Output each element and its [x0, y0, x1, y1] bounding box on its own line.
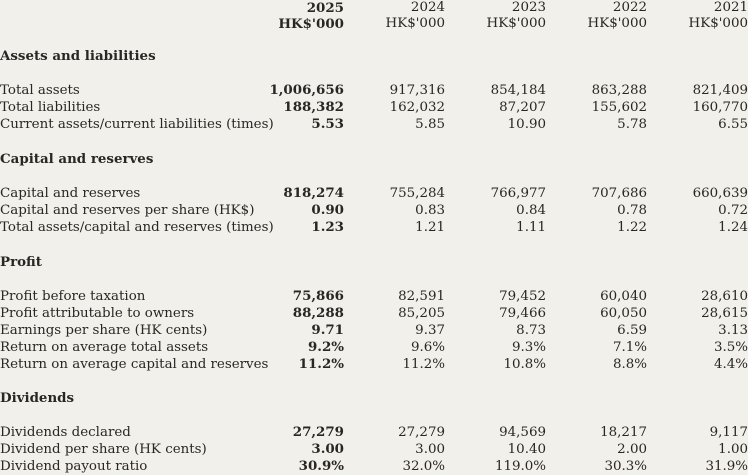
table-row — [0, 116, 748, 133]
section-title-assets-liabilities: Assets and liabilities — [0, 48, 156, 64]
value-cell-2021: 6.55 — [718, 117, 748, 132]
value-cell-2021: 660,639 — [692, 186, 748, 201]
section-title-dividends: Dividends — [0, 390, 75, 406]
value-cell-2024: 85,205 — [398, 306, 445, 321]
value-cell-2023: 10.8% — [503, 357, 546, 372]
row-label: Dividend per share (HK cents) — [0, 442, 207, 457]
value-cell-2023: 854,184 — [490, 83, 546, 98]
table-row — [0, 424, 748, 441]
value-cell-2022: 60,040 — [600, 289, 647, 304]
value-cell-2022: 60,050 — [600, 306, 647, 321]
table-row — [0, 202, 748, 219]
value-cell-2024: 32.0% — [402, 459, 445, 474]
value-cell-2023: 8.73 — [516, 323, 546, 338]
table-row — [0, 82, 748, 99]
value-cell-2024: 917,316 — [389, 83, 445, 98]
column-header-2025 — [278, 0, 344, 32]
column-unit: HK$'000 — [688, 16, 748, 31]
value-cell-2023: 9.3% — [511, 340, 546, 355]
value-cell-2024: 3.00 — [415, 442, 445, 457]
value-cell-2025: 1,006,656 — [269, 82, 344, 98]
column-header-2023 — [487, 0, 546, 32]
value-cell-2022: 2.00 — [617, 442, 647, 457]
row-label: Earnings per share (HK cents) — [0, 323, 208, 338]
row-label: Return on average capital and reserves — [0, 357, 269, 372]
value-cell-2025: 1.23 — [311, 219, 344, 235]
section-title-capital-reserves: Capital and reserves — [0, 151, 154, 167]
value-cell-2022: 6.59 — [617, 323, 647, 338]
column-unit: HK$'000 — [278, 16, 344, 32]
value-cell-2022: 155,602 — [591, 100, 647, 115]
value-cell-2021: 3.5% — [713, 340, 748, 355]
value-cell-2025: 188,382 — [283, 99, 344, 115]
row-label: Return on average total assets — [0, 340, 209, 355]
table-row — [0, 305, 748, 322]
value-cell-2025: 27,279 — [292, 424, 344, 440]
column-header-2022 — [588, 0, 647, 32]
row-label: Total liabilities — [0, 100, 101, 115]
value-cell-2021: 4.4% — [713, 357, 748, 372]
table-row — [0, 458, 748, 475]
row-label: Current assets/current liabilities (times) — [0, 117, 274, 132]
value-cell-2021: 1.00 — [718, 442, 748, 457]
table-row — [0, 339, 748, 356]
section-title-profit: Profit — [0, 254, 42, 270]
column-year: 2022 — [612, 0, 647, 15]
value-cell-2024: 5.85 — [415, 117, 445, 132]
value-cell-2024: 27,279 — [398, 425, 445, 440]
value-cell-2022: 1.22 — [617, 220, 647, 235]
value-cell-2024: 162,032 — [389, 100, 445, 115]
value-cell-2022: 18,217 — [600, 425, 647, 440]
value-cell-2025: 0.90 — [311, 202, 344, 218]
column-unit: HK$'000 — [385, 16, 445, 31]
column-unit: HK$'000 — [587, 16, 647, 31]
value-cell-2021: 9,117 — [709, 425, 748, 440]
value-cell-2025: 88,288 — [292, 305, 344, 321]
value-cell-2024: 9.6% — [410, 340, 445, 355]
value-cell-2024: 9.37 — [415, 323, 445, 338]
value-cell-2023: 10.40 — [507, 442, 546, 457]
value-cell-2024: 82,591 — [398, 289, 445, 304]
value-cell-2025: 5.53 — [311, 116, 344, 132]
row-label: Profit before taxation — [0, 289, 146, 304]
value-cell-2023: 766,977 — [490, 186, 546, 201]
column-header-2021 — [689, 0, 748, 32]
value-cell-2022: 7.1% — [612, 340, 647, 355]
table-row — [0, 441, 748, 458]
row-label: Total assets/capital and reserves (times) — [0, 220, 274, 235]
row-label: Capital and reserves per share (HK$) — [0, 203, 255, 218]
row-label: Dividends declared — [0, 425, 131, 440]
value-cell-2023: 87,207 — [499, 100, 546, 115]
value-cell-2022: 707,686 — [591, 186, 647, 201]
column-year: 2025 — [306, 0, 344, 16]
value-cell-2025: 11.2% — [298, 356, 344, 372]
column-header-2024 — [386, 0, 445, 32]
value-cell-2025: 9.71 — [311, 322, 344, 338]
table-row — [0, 356, 748, 373]
value-cell-2022: 5.78 — [617, 117, 647, 132]
value-cell-2023: 10.90 — [507, 117, 546, 132]
value-cell-2021: 28,610 — [701, 289, 748, 304]
value-cell-2023: 119.0% — [494, 459, 546, 474]
column-year: 2023 — [511, 0, 546, 15]
value-cell-2022: 30.3% — [604, 459, 647, 474]
value-cell-2023: 0.84 — [516, 203, 546, 218]
column-year: 2021 — [713, 0, 748, 15]
value-cell-2021: 28,615 — [701, 306, 748, 321]
value-cell-2021: 3.13 — [718, 323, 748, 338]
value-cell-2022: 8.8% — [612, 357, 647, 372]
value-cell-2025: 3.00 — [311, 441, 344, 457]
column-year: 2024 — [410, 0, 445, 15]
value-cell-2024: 11.2% — [402, 357, 445, 372]
value-cell-2023: 94,569 — [499, 425, 546, 440]
table-row — [0, 99, 748, 116]
table-row — [0, 219, 748, 236]
row-label: Dividend payout ratio — [0, 459, 148, 474]
row-label: Total assets — [0, 83, 80, 98]
value-cell-2025: 818,274 — [283, 185, 344, 201]
table-row — [0, 288, 748, 305]
value-cell-2021: 1.24 — [718, 220, 748, 235]
value-cell-2025: 9.2% — [307, 339, 344, 355]
value-cell-2023: 1.11 — [516, 220, 546, 235]
value-cell-2021: 160,770 — [692, 100, 748, 115]
column-unit: HK$'000 — [486, 16, 546, 31]
value-cell-2021: 0.72 — [718, 203, 748, 218]
value-cell-2024: 1.21 — [415, 220, 445, 235]
value-cell-2022: 863,288 — [591, 83, 647, 98]
table-row — [0, 322, 748, 339]
row-label: Profit attributable to owners — [0, 306, 195, 321]
table-row — [0, 185, 748, 202]
value-cell-2025: 30.9% — [298, 458, 344, 474]
row-label: Capital and reserves — [0, 186, 141, 201]
value-cell-2024: 755,284 — [389, 186, 445, 201]
value-cell-2024: 0.83 — [415, 203, 445, 218]
value-cell-2021: 31.9% — [705, 459, 748, 474]
value-cell-2023: 79,466 — [499, 306, 546, 321]
value-cell-2022: 0.78 — [617, 203, 647, 218]
value-cell-2023: 79,452 — [499, 289, 546, 304]
value-cell-2021: 821,409 — [692, 83, 748, 98]
value-cell-2025: 75,866 — [292, 288, 344, 304]
